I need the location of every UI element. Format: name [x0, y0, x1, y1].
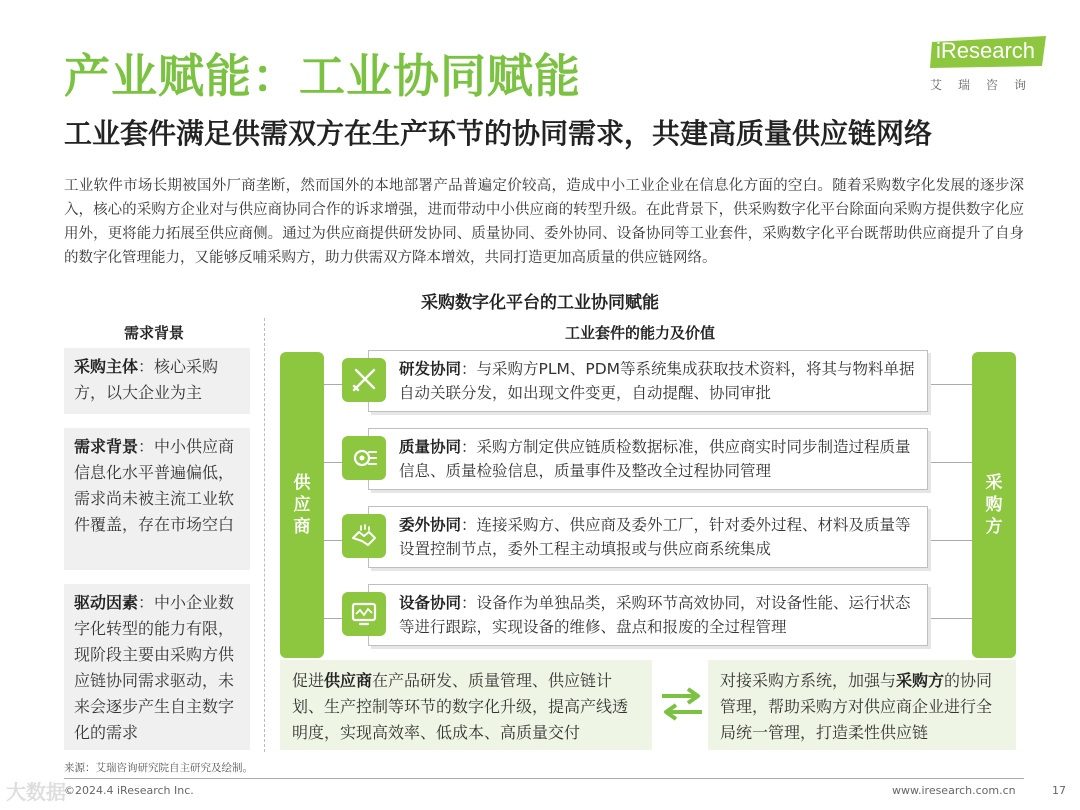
- site-url[interactable]: www.iresearch.com.cn: [892, 784, 1016, 797]
- row-label: 委外协同: [399, 516, 462, 534]
- demand-box-background: [64, 428, 250, 570]
- logo-text: iResearch: [936, 38, 1036, 63]
- row-box: [368, 584, 928, 646]
- row-label: 质量协同: [399, 438, 462, 456]
- logo-cn: 艾瑞咨询: [930, 78, 1043, 92]
- connector-line: [324, 540, 344, 541]
- row-desc: ：设备作为单独品类，采购环节高效协同，对设备性能、运行状态等进行跟踪，实现设备的维修、盘点和报废的全过程管理: [399, 594, 911, 636]
- demand-label: 采购主体: [74, 357, 139, 376]
- connector-line: [928, 384, 972, 385]
- demand-text: ：中小供应商信息化水平普遍偏低，需求尚未被主流工业软件覆盖，存在市场空白: [74, 437, 235, 534]
- row-desc: ：采购方制定供应链质检数据标准，供应商实时同步制造过程质量信息、质量检验信息，质量事件及整改全过程协同管理: [399, 438, 911, 480]
- row-label: 研发协同: [399, 360, 462, 378]
- value-bold: 采购方: [896, 671, 945, 690]
- demand-box-subject: [64, 348, 250, 414]
- source-note: 来源：艾瑞咨询研究院自主研究及绘制。: [64, 762, 253, 774]
- footer-line: [64, 778, 1024, 779]
- value-post: 的协同管理，帮助采购方对供应商企业进行全局统一管理，打造柔性供应链: [720, 671, 993, 742]
- design-tools-icon: [342, 358, 386, 402]
- quality-gear-icon: [342, 436, 386, 480]
- row-text: [399, 513, 923, 561]
- connector-line: [324, 384, 344, 385]
- row-box: [368, 506, 928, 568]
- buyer-label: 采 购 方: [985, 473, 1003, 537]
- row-desc: ：连接采购方、供应商及委外工厂，针对委外过程、材料及质量等设置控制节点，委外工程主动填报或与供应商系统集成: [399, 516, 911, 558]
- left-heading: 需求背景: [123, 324, 184, 342]
- bidirectional-arrows-icon: [660, 682, 704, 726]
- row-box: [368, 428, 928, 490]
- row-desc: ：与采购方PLM、PDM等系统集成获取技术资料，将其与物料单据自动关联分发，如出现文件变更，自动提醒、协同审批: [399, 360, 915, 402]
- supplier-value-box: [280, 660, 652, 750]
- demand-box-drivers: [64, 584, 250, 750]
- connector-line: [928, 540, 972, 541]
- right-heading: 工业套件的能力及价值: [564, 324, 715, 342]
- outsourcing-collaboration-row: [342, 506, 928, 568]
- row-text: [399, 591, 923, 639]
- value-pre: 对接采购方系统，加强与: [720, 671, 897, 690]
- row-text: [399, 435, 923, 483]
- value-post: 在产品研发、质量管理、供应链计划、生产控制等环节的数字化升级，提高产线透明度，实现高效率、低成本、高质量交付: [292, 671, 629, 742]
- connector-line: [928, 462, 972, 463]
- connector-line: [324, 462, 344, 463]
- row-label: 设备协同: [399, 594, 462, 612]
- page-subtitle: 工业套件满足供需双方在生产环节的协同需求，共建高质量供应链网络: [64, 117, 933, 150]
- demand-text: ：核心采购方，以大企业为主: [74, 357, 219, 402]
- connector-line: [324, 618, 344, 619]
- value-bold: 供应商: [324, 671, 373, 690]
- device-monitor-icon: [342, 592, 386, 636]
- copyright: ©2024.4 iResearch Inc.: [64, 784, 194, 797]
- value-pre: 促进: [292, 671, 325, 690]
- connector-line: [928, 618, 972, 619]
- quality-collaboration-row: [342, 428, 928, 490]
- buyer-sidebar: [972, 352, 1016, 658]
- page-number: 17: [1052, 784, 1066, 797]
- supplier-sidebar: [280, 352, 324, 658]
- page-title: 产业赋能：工业协同赋能: [64, 49, 581, 103]
- row-text: [399, 357, 923, 405]
- row-box: [368, 350, 928, 412]
- diagram-title: 采购数字化平台的工业协同赋能: [421, 293, 659, 313]
- demand-label: 需求背景: [74, 437, 139, 456]
- dashed-divider: [264, 318, 265, 752]
- supplier-label: 供 应 商: [293, 473, 311, 537]
- demand-text: ：中小企业数字化转型的能力有限，现阶段主要由采购方供应链协同需求驱动，未来会逐步产生自主数字化的需求: [74, 593, 235, 742]
- watermark: 大数据: [6, 780, 66, 804]
- intro-paragraph: 工业软件市场长期被国外厂商垄断，然而国外的本地部署产品普遍定价较高，造成中小工业企业在信息化方面的空白。随着采购数字化发展的逐步深入，核心的采购方企业对与供应商协同合作的诉求增强，进而带动中小供应商的转型升级。在此背景下，供采购数字化平台除面向采购方提供数字化应用外，更将能力拓展至供应商侧。通过为供应商提供研发协同、质量协同、委外协同、设备协同等工业套件，采购数字化平台既帮助供应商提升了自身的数字化管理能力，又能够反哺采购方，助力供需双方降本增效，共同打造更加高质量的供应链网络。: [64, 178, 1024, 266]
- rd-collaboration-row: [342, 350, 928, 412]
- iresearch-logo: [930, 36, 1050, 94]
- demand-label: 驱动因素: [74, 593, 139, 612]
- buyer-value-box: [708, 660, 1016, 750]
- equipment-collaboration-row: [342, 584, 928, 646]
- handshake-icon: [342, 514, 386, 558]
